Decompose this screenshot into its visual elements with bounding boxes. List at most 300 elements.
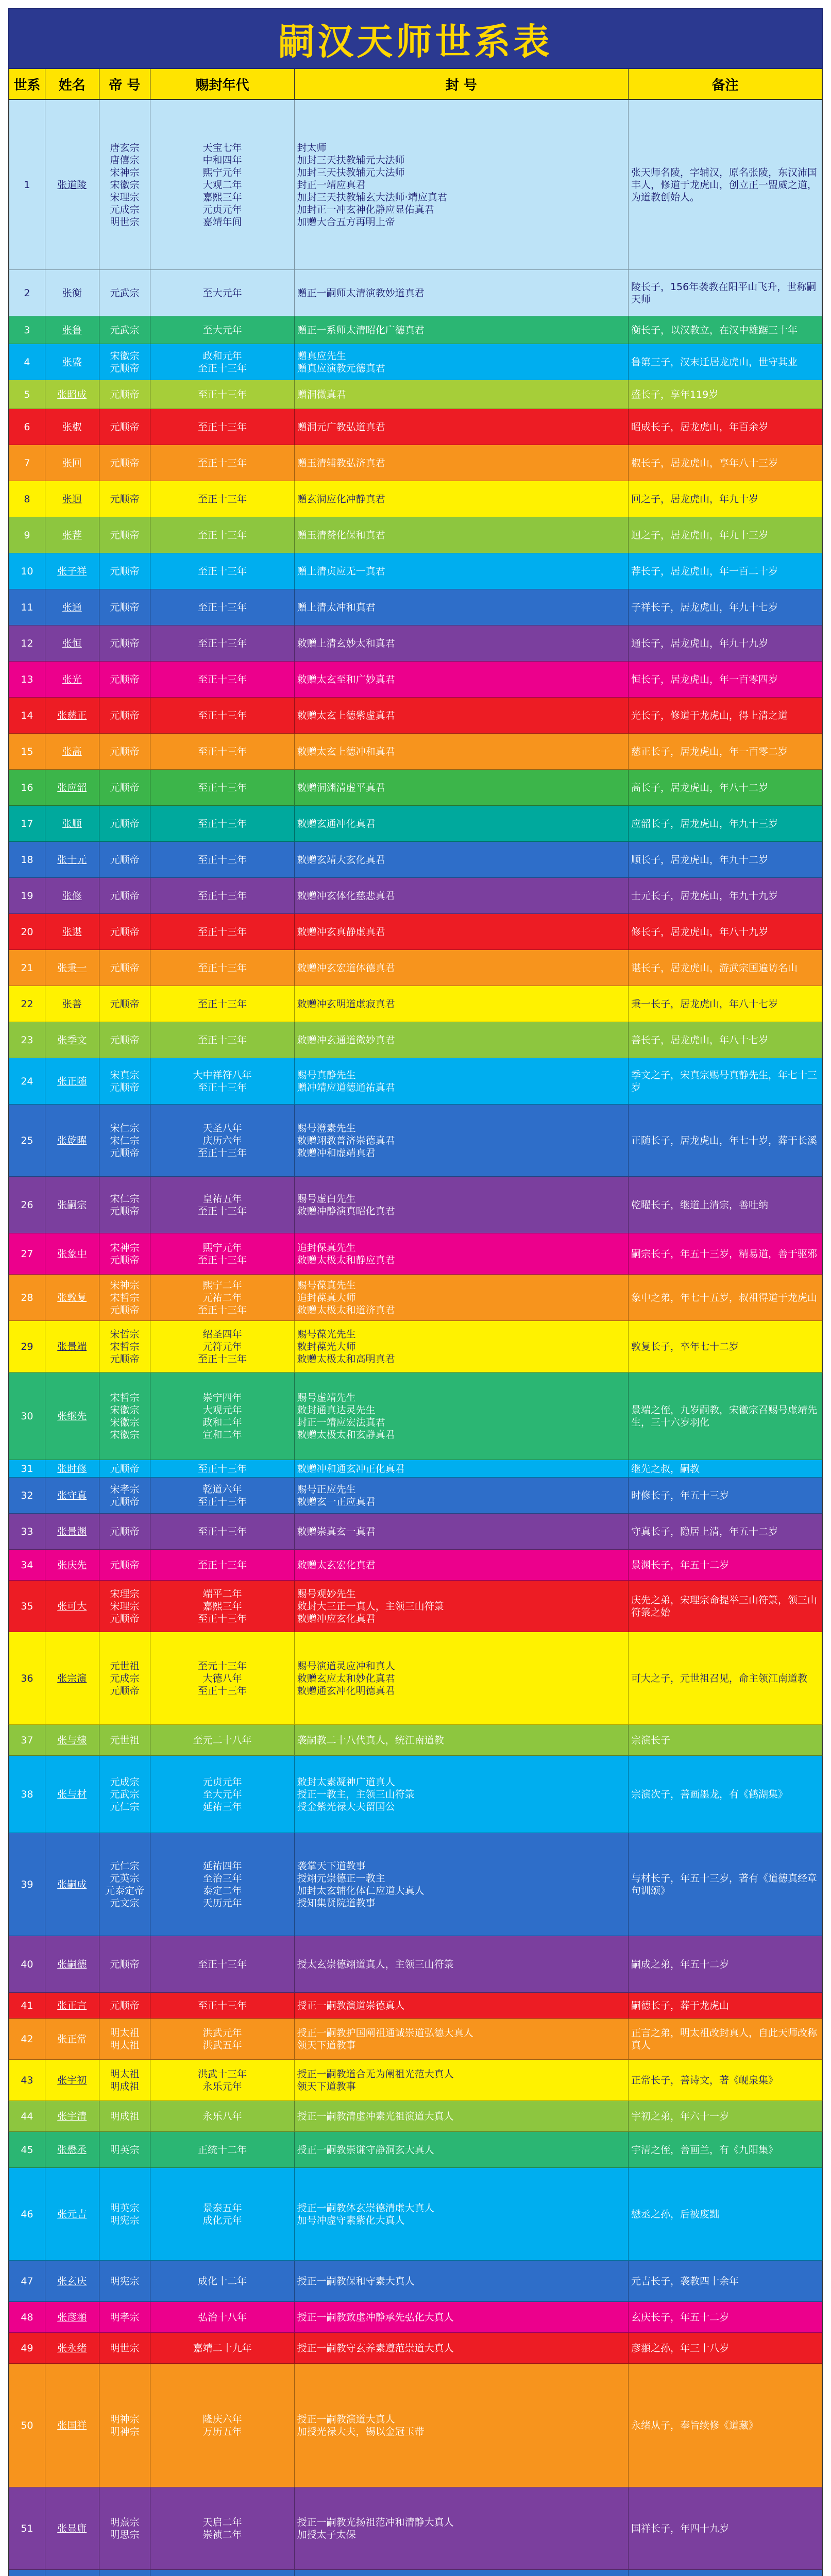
note-cell: 嗣成之弟，年五十二岁 <box>631 1958 729 1970</box>
emperor-entry: 宋哲宗 <box>110 1292 140 1303</box>
name-cell[interactable]: 张鲁 <box>45 316 99 344</box>
year-cell <box>150 1460 294 1477</box>
year-cell <box>150 986 294 1022</box>
generation-cell: 7 <box>9 445 45 481</box>
title-entry: 敕赠冲玄真静虚真君 <box>297 926 385 938</box>
name-cell[interactable]: 张通 <box>45 589 99 625</box>
emperor-cell <box>99 344 151 380</box>
year-entry: 嘉靖二十九年 <box>193 2342 252 2354</box>
generation-cell: 35 <box>9 1581 45 1632</box>
table-row <box>8 842 823 878</box>
emperor-entry: 明熹宗 <box>110 2516 140 2528</box>
year-cell <box>150 770 294 805</box>
title-entry: 加赠大合五方再明上帝 <box>297 216 395 228</box>
table-row <box>8 1993 823 2019</box>
title-cell <box>295 806 629 841</box>
year-entry: 大德八年 <box>202 1672 242 1684</box>
emperor-entry: 宋哲宗 <box>110 1328 140 1340</box>
table-row <box>8 1550 823 1581</box>
name-cell[interactable]: 张谌 <box>45 914 99 950</box>
emperor-cell <box>99 409 151 445</box>
table-row <box>8 1632 823 1725</box>
title-entry: 封太师 <box>297 142 327 154</box>
title-entry: 敕赠太玄上德冲和真君 <box>297 745 395 757</box>
name-cell[interactable]: 张嗣成 <box>45 1833 99 1936</box>
note-cell: 象中之弟，年七十五岁，叔祖得道于龙虎山 <box>631 1292 817 1303</box>
table-row <box>8 1833 823 1936</box>
title-entry: 敕赠玄一正应真君 <box>297 1496 376 1507</box>
year-entry: 至正十三年 <box>198 493 247 505</box>
title-entry: 授正一嗣教演道大真人 <box>297 2413 395 2425</box>
note-cell: 懋丞之孙，后被废黜 <box>631 2208 719 2220</box>
title-cell <box>295 734 629 769</box>
generation-cell: 40 <box>9 1936 45 1992</box>
name-cell[interactable]: 张应韶 <box>45 770 99 805</box>
name-cell[interactable]: 张嗣宗 <box>45 1177 99 1233</box>
emperor-cell <box>99 1632 151 1724</box>
name-cell[interactable] <box>45 2570 99 2576</box>
title-entry: 敕赠冲玄明道虚寂真君 <box>297 998 395 1010</box>
name-cell[interactable]: 张宇初 <box>45 2060 99 2100</box>
year-entry: 天历元年 <box>202 1897 242 1909</box>
year-entry: 嘉熙三年 <box>202 1600 242 1612</box>
name-cell[interactable]: 张庆先 <box>45 1550 99 1580</box>
year-cell <box>150 1936 294 1992</box>
emperor-entry: 元武宗 <box>110 324 140 336</box>
year-entry: 熙宁二年 <box>202 1279 242 1291</box>
name-cell[interactable]: 张永绪 <box>45 2333 99 2363</box>
title-entry: 敕封葆光大师 <box>297 1341 356 1352</box>
generation-cell: 48 <box>9 2302 45 2332</box>
title-entry: 敕赠崇真玄一真君 <box>297 1526 376 1537</box>
year-entry: 正统十二年 <box>198 2144 247 2156</box>
table-row <box>8 770 823 806</box>
name-cell[interactable]: 张乾曜 <box>45 1105 99 1176</box>
title-entry: 袭嗣教二十八代真人，统江南道教 <box>297 1734 444 1746</box>
name-cell[interactable]: 张衡 <box>45 270 99 316</box>
generation-cell: 1 <box>9 100 45 269</box>
title-entry: 敕赠通玄冲化明德真君 <box>297 1685 395 1697</box>
emperor-entry: 元顺帝 <box>110 1559 140 1571</box>
title-entry: 加封三天扶教辅元大法师 <box>297 166 405 178</box>
year-entry: 洪武十三年 <box>198 2068 247 2080</box>
name-cell[interactable]: 张慈正 <box>45 698 99 733</box>
generation-cell: 42 <box>9 2019 45 2059</box>
generation-cell: 51 <box>9 2487 45 2569</box>
title-entry: 赐号正应先生 <box>297 1483 356 1495</box>
emperor-entry: 元顺帝 <box>110 1254 140 1266</box>
name-cell[interactable]: 张元吉 <box>45 2168 99 2260</box>
table-row <box>8 1022 823 1058</box>
name-cell[interactable]: 张守真 <box>45 1478 99 1513</box>
emperor-cell <box>99 1275 151 1320</box>
year-entry: 至正十三年 <box>198 926 247 938</box>
emperor-cell <box>99 517 151 553</box>
note-cell: 景端之侄，九岁嗣教，宋徽宗召赐号虚靖先生，三十六岁羽化 <box>631 1404 817 1428</box>
title-cell <box>295 517 629 553</box>
generation-cell: 13 <box>9 662 45 697</box>
title-entry: 敕赠太玄上德紫虚真君 <box>297 709 395 721</box>
year-entry: 崇祯二年 <box>202 2529 242 2540</box>
emperor-entry: 宋真宗 <box>110 1069 140 1081</box>
year-entry: 大观元年 <box>202 1404 242 1416</box>
title-entry: 敕赠翊教普济崇德真君 <box>297 1134 395 1146</box>
emperor-entry: 明成祖 <box>110 2080 140 2092</box>
year-entry: 元贞元年 <box>202 204 242 215</box>
year-entry: 至正十三年 <box>198 1463 247 1475</box>
emperor-cell <box>99 316 151 344</box>
note-cell: 宗演长子 <box>631 1734 670 1746</box>
note-cell: 时修长子，年五十三岁 <box>631 1489 729 1501</box>
note-cell: 季文之子，宋真宗赐号真静先生，年七十三岁 <box>631 1069 817 1093</box>
name-cell[interactable]: 张宇清 <box>45 2101 99 2131</box>
year-entry: 大中祥符八年 <box>193 1069 252 1081</box>
title-entry: 授金紫光禄大夫留国公 <box>297 1801 395 1812</box>
title-entry: 赐号虚靖先生 <box>297 1392 356 1403</box>
year-cell <box>150 1756 294 1833</box>
year-cell <box>150 1372 294 1460</box>
title-entry: 敕赠冲玄体化慈悲真君 <box>297 890 395 902</box>
name-cell[interactable]: 张士元 <box>45 842 99 877</box>
year-cell <box>150 625 294 661</box>
table-row <box>8 1177 823 1233</box>
table-row <box>8 2570 823 2576</box>
year-entry: 天宝七年 <box>202 142 242 154</box>
emperor-entry: 宋徽宗 <box>110 1416 140 1428</box>
title-entry: 加授太子太保 <box>297 2529 356 2540</box>
emperor-entry: 元顺帝 <box>110 1081 140 1093</box>
note-cell: 秉一长子，居龙虎山，年八十七岁 <box>631 998 778 1010</box>
table-row <box>8 625 823 662</box>
table-row <box>8 1936 823 1993</box>
name-cell[interactable]: 张昭成 <box>45 380 99 409</box>
year-entry: 延祐三年 <box>202 1801 242 1812</box>
year-entry: 至正十三年 <box>198 1999 247 2011</box>
title-entry: 敕封大三正一真人，主领三山符箓 <box>297 1600 444 1612</box>
note-cell: 修长子，居龙虎山，年八十九岁 <box>631 926 768 938</box>
year-cell <box>150 2101 294 2131</box>
title-entry: 敕赠太玄宏化真君 <box>297 1559 376 1571</box>
emperor-entry: 宋神宗 <box>110 1279 140 1291</box>
generation-cell: 39 <box>9 1833 45 1936</box>
title-cell <box>295 1233 629 1274</box>
name-cell[interactable]: 张彦頨 <box>45 2302 99 2332</box>
name-cell[interactable]: 张光 <box>45 662 99 697</box>
year-cell <box>150 1514 294 1549</box>
emperor-entry: 元顺帝 <box>110 1496 140 1507</box>
name-cell[interactable]: 张国祥 <box>45 2364 99 2487</box>
table-row <box>8 1514 823 1550</box>
emperor-cell <box>99 698 151 733</box>
title-entry: 赐号澄素先生 <box>297 1122 356 1134</box>
name-cell[interactable]: 张正常 <box>45 2019 99 2059</box>
year-entry: 至正十三年 <box>198 673 247 685</box>
generation-cell: 17 <box>9 806 45 841</box>
title-cell <box>295 2364 629 2487</box>
name-cell[interactable]: 张正随 <box>45 1058 99 1104</box>
emperor-entry: 明世宗 <box>110 216 140 228</box>
table-row <box>8 2168 823 2261</box>
emperor-cell <box>99 1550 151 1580</box>
generation-cell: 33 <box>9 1514 45 1549</box>
table-row <box>8 806 823 842</box>
year-cell <box>150 2132 294 2167</box>
name-cell[interactable]: 张象中 <box>45 1233 99 1274</box>
emperor-entry: 元世祖 <box>110 1734 140 1746</box>
title-entry: 赐号葆光先生 <box>297 1328 356 1340</box>
emperor-entry: 元顺帝 <box>110 673 140 685</box>
generation-cell: 14 <box>9 698 45 733</box>
name-cell[interactable]: 张懋丞 <box>45 2132 99 2167</box>
generation-cell: 28 <box>9 1275 45 1320</box>
table-row <box>8 2333 823 2364</box>
year-cell <box>150 1581 294 1632</box>
name-cell[interactable]: 张秉一 <box>45 950 99 986</box>
name-cell[interactable]: 张玄庆 <box>45 2261 99 2301</box>
header-title: 封 号 <box>295 69 629 99</box>
name-cell[interactable]: 张正言 <box>45 1993 99 2018</box>
name-cell[interactable]: 张与棣 <box>45 1725 99 1755</box>
year-cell <box>150 734 294 769</box>
emperor-cell <box>99 1756 151 1833</box>
note-cell: 可大之子，元世祖召见，命主领江南道教 <box>631 1672 807 1684</box>
title-cell <box>295 1022 629 1058</box>
emperor-entry: 宋神宗 <box>110 166 140 178</box>
title-cell <box>295 2168 629 2260</box>
table-row <box>8 1460 823 1478</box>
emperor-cell <box>99 2570 151 2576</box>
year-entry: 至正十三年 <box>198 782 247 793</box>
title-entry: 赠玄洞应化冲静真君 <box>297 493 385 505</box>
title-cell <box>295 1514 629 1549</box>
year-entry: 至正十三年 <box>198 1353 247 1365</box>
name-cell[interactable]: 张显庸 <box>45 2487 99 2569</box>
note-cell: 宇初之弟，年六十一岁 <box>631 2110 729 2122</box>
year-entry: 庆历六年 <box>202 1134 242 1146</box>
table-row <box>8 316 823 344</box>
emperor-cell <box>99 986 151 1022</box>
title-entry: 授正一嗣教清虚冲素光祖演道大真人 <box>297 2110 454 2122</box>
note-cell: 永绪从子，奉旨续修《道藏》 <box>631 2419 758 2431</box>
emperor-cell <box>99 100 151 269</box>
title-entry: 敕封太素凝神广道真人 <box>297 1776 395 1788</box>
emperor-entry: 元仁宗 <box>110 1860 140 1872</box>
year-entry: 至正十三年 <box>198 1958 247 1970</box>
title-cell <box>295 1460 629 1477</box>
year-entry: 政和元年 <box>202 350 242 362</box>
name-cell[interactable]: 张季文 <box>45 1022 99 1058</box>
emperor-entry: 明思宗 <box>110 2529 140 2540</box>
emperor-entry: 明孝宗 <box>110 2311 140 2323</box>
generation-cell: 3 <box>9 316 45 344</box>
name-cell[interactable]: 张子祥 <box>45 553 99 589</box>
emperor-cell <box>99 1514 151 1549</box>
name-cell[interactable]: 张道陵 <box>45 100 99 269</box>
title-entry: 授翊元崇德正一教主 <box>297 1872 385 1884</box>
year-entry: 政和二年 <box>202 1416 242 1428</box>
title-entry: 赠真应演教元德真君 <box>297 362 385 374</box>
year-cell <box>150 806 294 841</box>
title-entry: 敕赠冲玄宏道体德真君 <box>297 962 395 974</box>
year-cell <box>150 270 294 316</box>
note-cell: 高长子，居龙虎山，年八十二岁 <box>631 782 768 793</box>
emperor-cell <box>99 445 151 481</box>
generation-cell: 16 <box>9 770 45 805</box>
year-cell <box>150 2019 294 2059</box>
name-cell[interactable]: 张恒 <box>45 625 99 661</box>
emperor-entry: 元泰定帝 <box>105 1885 144 1896</box>
title-entry: 加号冲虚守素紫化大真人 <box>297 2214 405 2226</box>
title-cell <box>295 1581 629 1632</box>
year-entry: 崇宁四年 <box>202 1392 242 1403</box>
name-cell[interactable]: 张与材 <box>45 1756 99 1833</box>
note-cell: 正言之弟，明太祖改封真人，自此天师改称真人 <box>631 2027 817 2051</box>
name-cell[interactable]: 张荐 <box>45 517 99 553</box>
title-cell <box>295 1058 629 1104</box>
title-entry: 赐号虚白先生 <box>297 1193 356 1205</box>
emperor-entry: 元顺帝 <box>110 601 140 613</box>
title-entry: 封正一靖应真君 <box>297 179 366 191</box>
title-entry: 加封三天扶教辅元大法师 <box>297 154 405 166</box>
emperor-entry: 元顺帝 <box>110 1613 140 1624</box>
note-cell: 盛长子，享年119岁 <box>631 388 719 400</box>
emperor-cell <box>99 2101 151 2131</box>
name-cell[interactable]: 张修 <box>45 878 99 913</box>
table-row <box>8 1105 823 1177</box>
title-entry: 敕赠冲和通玄冲正化真君 <box>297 1463 405 1475</box>
title-cell <box>295 1321 629 1372</box>
emperor-entry: 宋仁宗 <box>110 1122 140 1134</box>
note-cell: 士元长子，居龙虎山，年九十九岁 <box>631 890 778 902</box>
emperor-cell <box>99 1833 151 1936</box>
year-entry: 成化元年 <box>202 2214 242 2226</box>
emperor-entry: 明英宗 <box>110 2202 140 2214</box>
emperor-cell <box>99 2060 151 2100</box>
table-row <box>8 517 823 553</box>
table-row <box>8 481 823 517</box>
year-cell <box>150 2261 294 2301</box>
emperor-entry: 宋理宗 <box>110 191 140 203</box>
title-cell <box>295 409 629 445</box>
generation-cell: 22 <box>9 986 45 1022</box>
emperor-cell <box>99 1372 151 1460</box>
table-row <box>8 2132 823 2168</box>
note-cell: 恒长子，居龙虎山，年一百零四岁 <box>631 673 778 685</box>
year-entry: 绍圣四年 <box>202 1328 242 1340</box>
title-cell <box>295 2101 629 2131</box>
emperor-cell <box>99 2168 151 2260</box>
emperor-entry: 宋仁宗 <box>110 1134 140 1146</box>
name-cell[interactable]: 张高 <box>45 734 99 769</box>
name-cell[interactable]: 张可大 <box>45 1581 99 1632</box>
name-cell[interactable]: 张盛 <box>45 344 99 380</box>
emperor-entry: 明神宗 <box>110 2413 140 2425</box>
emperor-entry: 宋哲宗 <box>110 1392 140 1403</box>
name-cell[interactable]: 张迥 <box>45 481 99 517</box>
emperor-entry: 元顺帝 <box>110 962 140 974</box>
name-cell[interactable]: 张顺 <box>45 806 99 841</box>
table-row <box>8 2261 823 2302</box>
title-cell <box>295 2132 629 2167</box>
generation-cell: 18 <box>9 842 45 877</box>
emperor-entry: 元顺帝 <box>110 1999 140 2011</box>
year-entry: 至正十三年 <box>198 1496 247 1507</box>
title-cell <box>295 316 629 344</box>
emperor-cell <box>99 1022 151 1058</box>
title-entry: 赠洞元广教弘道真君 <box>297 421 385 433</box>
emperor-entry: 唐玄宗 <box>110 142 140 154</box>
table-row <box>8 878 823 914</box>
name-cell[interactable]: 张继先 <box>45 1372 99 1460</box>
year-entry: 熙宁元年 <box>202 166 242 178</box>
name-cell[interactable]: 张嗣德 <box>45 1936 99 1992</box>
year-entry: 嘉靖年间 <box>202 216 242 228</box>
year-cell <box>150 1632 294 1724</box>
title-cell <box>295 1632 629 1724</box>
note-cell: 鲁第三子，汉末迁居龙虎山，世守其业 <box>631 356 798 368</box>
note-cell: 应韶长子，居龙虎山，年九十三岁 <box>631 818 778 829</box>
title-cell <box>295 344 629 380</box>
name-cell[interactable]: 张椒 <box>45 409 99 445</box>
name-cell[interactable]: 张景渊 <box>45 1514 99 1549</box>
year-entry: 延祐四年 <box>202 1860 242 1872</box>
year-cell <box>150 1105 294 1176</box>
table-row <box>8 2487 823 2570</box>
year-entry: 元祐二年 <box>202 1292 242 1303</box>
year-cell <box>150 2060 294 2100</box>
year-cell <box>150 2333 294 2363</box>
generation-cell: 34 <box>9 1550 45 1580</box>
generation-cell: 31 <box>9 1460 45 1477</box>
title-entry: 授正一嗣教致虚冲静承先弘化大真人 <box>297 2311 454 2323</box>
emperor-cell <box>99 2487 151 2569</box>
title-entry: 授正一嗣教护国阐祖通诚崇道弘德大真人 <box>297 2027 473 2039</box>
year-entry: 至元二十八年 <box>193 1734 252 1746</box>
name-cell[interactable]: 张敦复 <box>45 1275 99 1320</box>
emperor-cell <box>99 2132 151 2167</box>
year-entry: 端平二年 <box>202 1588 242 1600</box>
emperor-entry: 元成宗 <box>110 1776 140 1788</box>
year-cell <box>150 1177 294 1233</box>
year-cell <box>150 1478 294 1513</box>
title-cell <box>295 625 629 661</box>
emperor-entry: 元顺帝 <box>110 1353 140 1365</box>
emperor-cell <box>99 1478 151 1513</box>
year-entry: 至正十三年 <box>198 601 247 613</box>
title-entry: 领天下道教事 <box>297 2039 356 2051</box>
year-entry: 至正十三年 <box>198 421 247 433</box>
title-entry: 敕赠冲玄通道微妙真君 <box>297 1034 395 1046</box>
name-cell[interactable]: 张回 <box>45 445 99 481</box>
name-cell[interactable]: 张时修 <box>45 1460 99 1477</box>
note-cell: 元吉长子，袭教四十余年 <box>631 2275 739 2287</box>
name-cell[interactable]: 张宗演 <box>45 1632 99 1724</box>
emperor-cell <box>99 1725 151 1755</box>
title-entry: 赠真应先生 <box>297 350 346 362</box>
lineage-table <box>8 8 823 2576</box>
emperor-entry: 元顺帝 <box>110 998 140 1010</box>
year-entry: 至正十三年 <box>198 1613 247 1624</box>
emperor-cell <box>99 950 151 986</box>
title-entry: 赠玉清赞化保和真君 <box>297 529 385 541</box>
name-cell[interactable]: 张景端 <box>45 1321 99 1372</box>
emperor-cell <box>99 553 151 589</box>
generation-cell: 12 <box>9 625 45 661</box>
table-row <box>8 409 823 445</box>
year-cell <box>150 316 294 344</box>
name-cell[interactable]: 张善 <box>45 986 99 1022</box>
table-row <box>8 2019 823 2060</box>
